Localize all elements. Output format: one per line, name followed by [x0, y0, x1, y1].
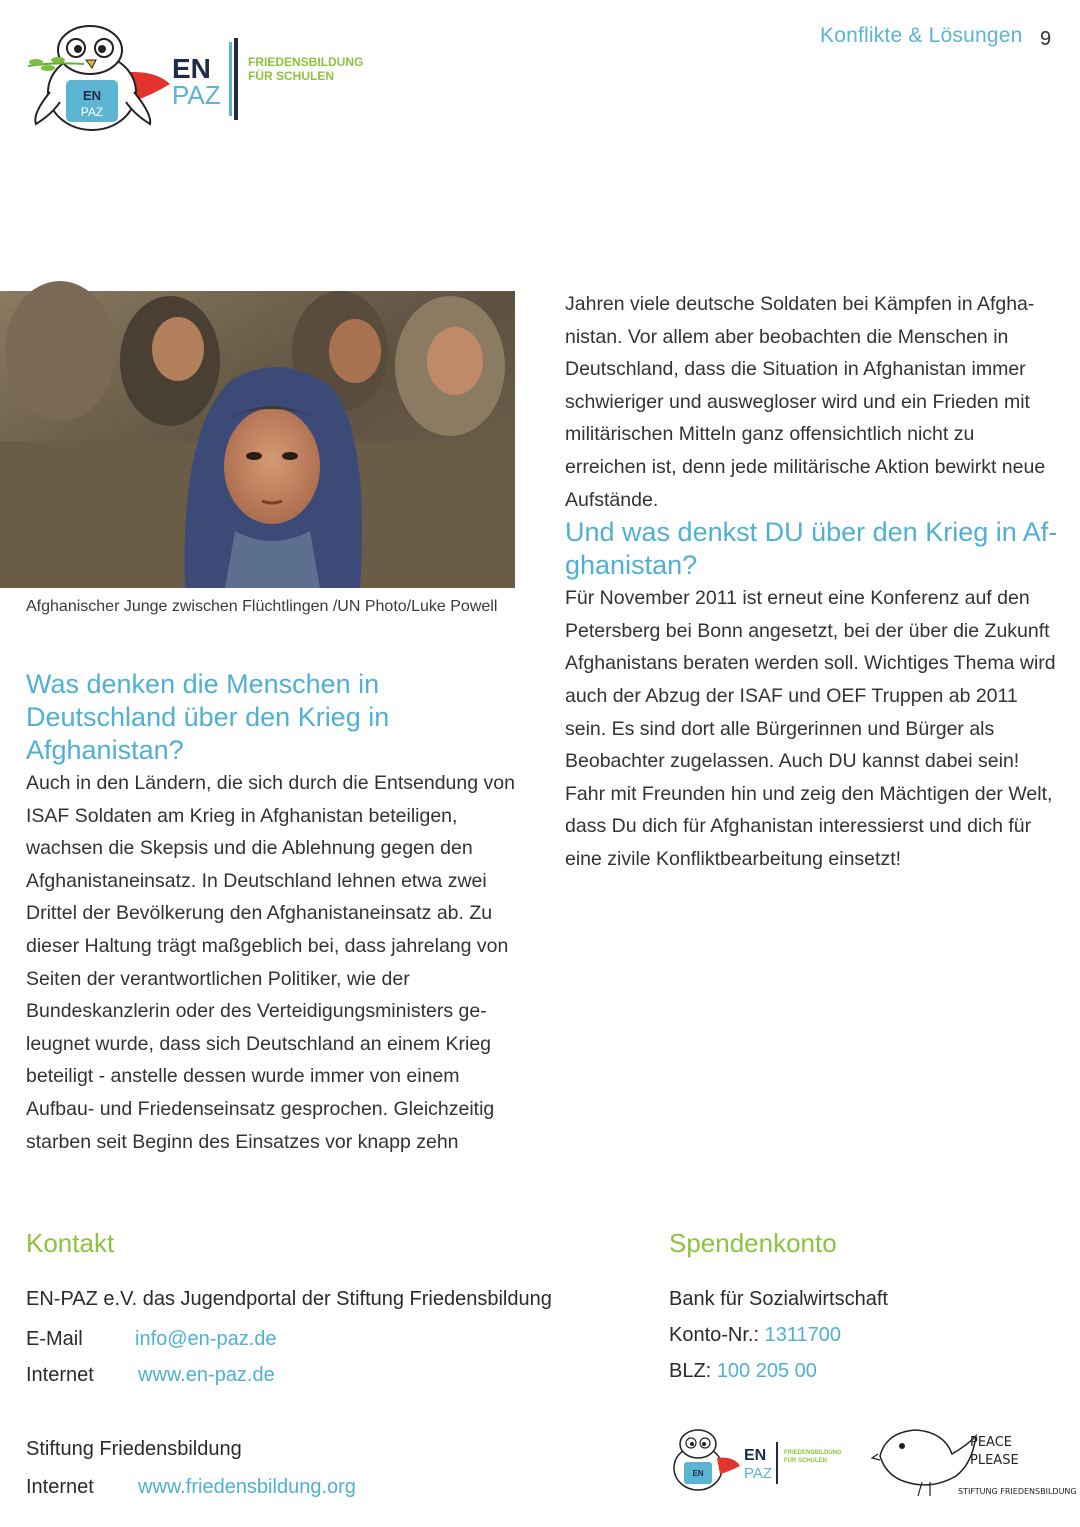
- refugee-boy-photo: [0, 291, 515, 588]
- photo-caption: Afghanischer Junge zwischen Flüchtlingen /UN Photo/Luke Powell: [26, 598, 498, 615]
- svg-text:FRIEDENSBILDUNG: FRIEDENSBILDUNG: [784, 1450, 842, 1456]
- email-link[interactable]: info@en-paz.de: [135, 1328, 277, 1350]
- right-body-1: Jahren viele deutsche Soldaten bei Kämpfen in Afghanistan. Vor allem aber beobachten die Menschen in Deutschland, dass die Situation in Afghanistan immer schwieriger und auswegloser wird und ein Frieden mit militärischen Mitteln ganz offensichtlich nicht zu erreichen ist, denn jede militärische Aktion bewirkt neue Aufstände.: [565, 293, 1046, 511]
- left-heading: Was denken die Menschen in Deutschland über den Krieg in Afghanistan?: [26, 669, 390, 765]
- svg-text:STIFTUNG FRIEDENSBILDUNG: STIFTUNG FRIEDENSBILDUNG: [958, 1487, 1077, 1496]
- spendenkonto-heading: Spendenkonto: [669, 1228, 837, 1258]
- logo-paz-text: PAZ: [172, 80, 221, 110]
- internet-label: Internet: [26, 1364, 94, 1386]
- kontakt-heading: Kontakt: [26, 1228, 115, 1258]
- left-body: Auch in den Ländern, die sich durch die Entsendung von ISAF Soldaten am Krieg in Afghanistan beteiligen, wachsen die Skepsis und die Ablehnung gegen den Afghanistaneinsatz. In Deutschland lehnen etwa zwei Drittel der Bevölkerung den Afghanistaneinsatz ab. Zu dieser Haltung trägt maßgeblich bei, dass jahrelang von Seiten der verantwortlichen Politiker, wie der Bundeskanzlerin oder des Verteidigungsministers geleugnet wurde, dass sich Deutschland an einem Krieg beteiligt - anstelle dessen wurde immer von einem Aufbau- und Friedenseinsatz gesprochen. Gleichzeitig starben seit Beginn des Einsatzes vor knapp zehn: [26, 772, 515, 1153]
- logo-en-text: EN: [172, 53, 211, 84]
- blz-row: [669, 1360, 817, 1383]
- en-paz-footer-logo: [662, 1424, 854, 1496]
- running-title: Konflikte & Lösungen: [820, 24, 1023, 47]
- friedensbildung-website-link[interactable]: www.friedensbildung.org: [138, 1476, 356, 1498]
- svg-text:PLEASE: PLEASE: [970, 1453, 1019, 1468]
- left-column: [26, 668, 526, 1158]
- right-body-2: Für November 2011 ist erneut eine Konferenz auf den Petersberg bei Bonn angesetzt, bei der über die Zukunft Afghanistans beraten werden soll. Wichtiges Thema wird auch der Abzug der ISAF und OEF Truppen ab 2011 sein. Es sind dort alle Bürgerinnen und Bürger als Beobachter zugelassen. Auch DU kannst dabei sein! Fahr mit Freunden hin und zeig den Mächtigen der Welt, dass Du dich für Afghanistan interessierst und dich für eine zivile Konfliktbearbeitung einsetzt!: [565, 587, 1056, 870]
- konto-number: 1311700: [764, 1324, 841, 1346]
- konto-label: Konto-Nr.:: [669, 1324, 760, 1346]
- bank-name: Bank für Sozialwirtschaft: [669, 1288, 888, 1310]
- konto-row: [669, 1324, 841, 1347]
- right-column: [565, 288, 1060, 876]
- svg-text:PAZ: PAZ: [80, 105, 104, 119]
- peace-text: PEACE: [970, 1435, 1013, 1450]
- peace-please-logo: [872, 1424, 1077, 1502]
- en-paz-logo: [22, 22, 382, 132]
- svg-text:FRIEDENSBILDUNG: FRIEDENSBILDUNG: [248, 55, 364, 69]
- stiftung-name: Stiftung Friedensbildung: [26, 1438, 242, 1460]
- svg-text:EN: EN: [82, 88, 102, 103]
- right-heading: Und was denkst DU über den Krieg in Afghanistan?: [565, 517, 1058, 581]
- page-number: 9: [1040, 28, 1052, 50]
- kontakt-org: EN-PAZ e.V. das Jugendportal der Stiftung Friedensbildung: [26, 1288, 552, 1310]
- svg-text:EN: EN: [744, 1447, 767, 1464]
- svg-text:PAZ: PAZ: [744, 1465, 773, 1482]
- blz-number: 100 205 00: [716, 1360, 817, 1382]
- svg-text:FÜR SCHULEN: FÜR SCHULEN: [784, 1458, 827, 1464]
- svg-text:EN: EN: [692, 1469, 704, 1478]
- email-label: E-Mail: [26, 1328, 83, 1350]
- blz-label: BLZ:: [669, 1360, 712, 1382]
- en-paz-website-link[interactable]: www.en-paz.de: [138, 1364, 275, 1386]
- internet2-label: Internet: [26, 1476, 94, 1498]
- svg-text:FÜR SCHULEN: FÜR SCHULEN: [248, 69, 334, 83]
